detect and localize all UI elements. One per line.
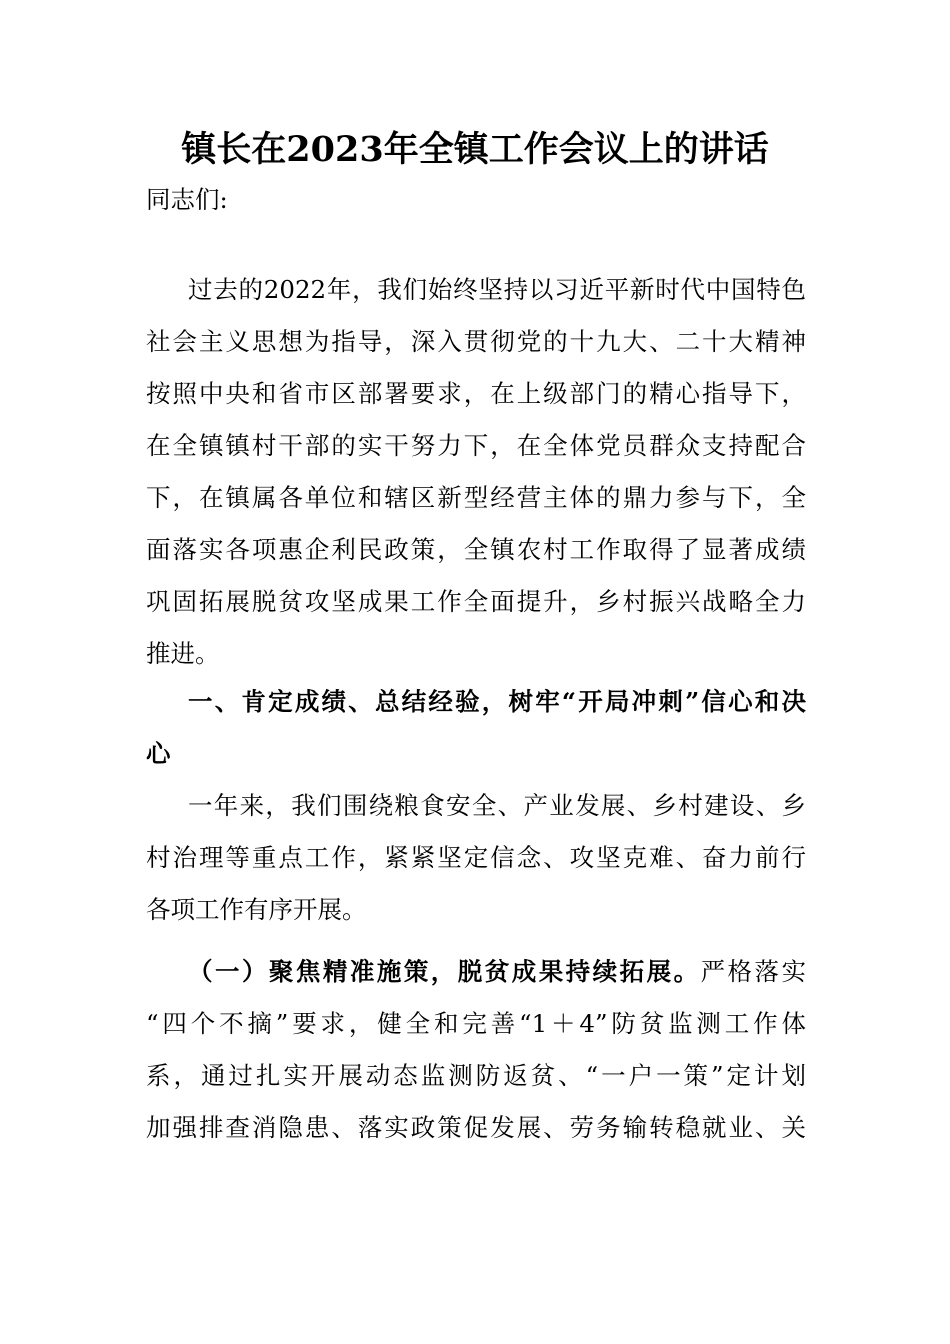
section-heading-1: [146, 676, 806, 780]
heading-line: 一、肯定成绩、总结经验，树牢“开局冲刺”信心和决: [188, 687, 806, 716]
paragraph-line: 系，通过扎实开展动态监测防返贫、“一户一策”定计划: [146, 1061, 806, 1090]
paragraph-line: [146, 946, 806, 998]
paragraph-line: 面落实各项惠企利民政策，全镇农村工作取得了显著成绩: [146, 535, 806, 564]
paragraph-line: 加强排查消隐患、落实政策促发展、劳务输转稳就业、关: [146, 1113, 806, 1142]
salutation-text: 同志们:: [146, 185, 228, 214]
paragraph-line: 在全镇镇村干部的实干努力下，在全体党员群众支持配合: [146, 431, 806, 460]
paragraph-line: 各项工作有序开展。: [146, 895, 367, 924]
paragraph-poverty-alleviation: [146, 946, 806, 1154]
subsection-lead: （一）聚焦精准施策，脱贫成果持续拓展。: [188, 957, 701, 986]
paragraph-line: 下，在镇属各单位和辖区新型经营主体的鼎力参与下，全: [146, 483, 806, 512]
heading-line: 心: [146, 739, 171, 768]
paragraph-line: 社会主义思想为指导，深入贯彻党的十九大、二十大精神: [146, 327, 806, 356]
paragraph-line: 巩固拓展脱贫攻坚成果工作全面提升，乡村振兴战略全力: [146, 587, 806, 616]
paragraph-line: 推进。: [146, 639, 220, 668]
paragraph-summary: [146, 780, 806, 936]
paragraph-line-rest: 严格落实: [700, 957, 807, 986]
paragraph-line: 村治理等重点工作，紧紧坚定信念、攻坚克难、奋力前行: [146, 843, 806, 872]
paragraph-line: 过去的2022年，我们始终坚持以习近平新时代中国特色: [188, 275, 806, 304]
document-title: 镇长在2023年全镇工作会议上的讲话: [181, 129, 769, 170]
paragraph-line: 按照中央和省市区部署要求，在上级部门的精心指导下，: [146, 379, 806, 408]
paragraph-intro: [146, 264, 806, 680]
salutation: [146, 174, 806, 226]
paragraph-line: “四个不摘”要求，健全和完善“1＋4”防贫监测工作体: [146, 1009, 806, 1038]
paragraph-line: 一年来，我们围绕粮食安全、产业发展、乡村建设、乡: [188, 791, 806, 820]
